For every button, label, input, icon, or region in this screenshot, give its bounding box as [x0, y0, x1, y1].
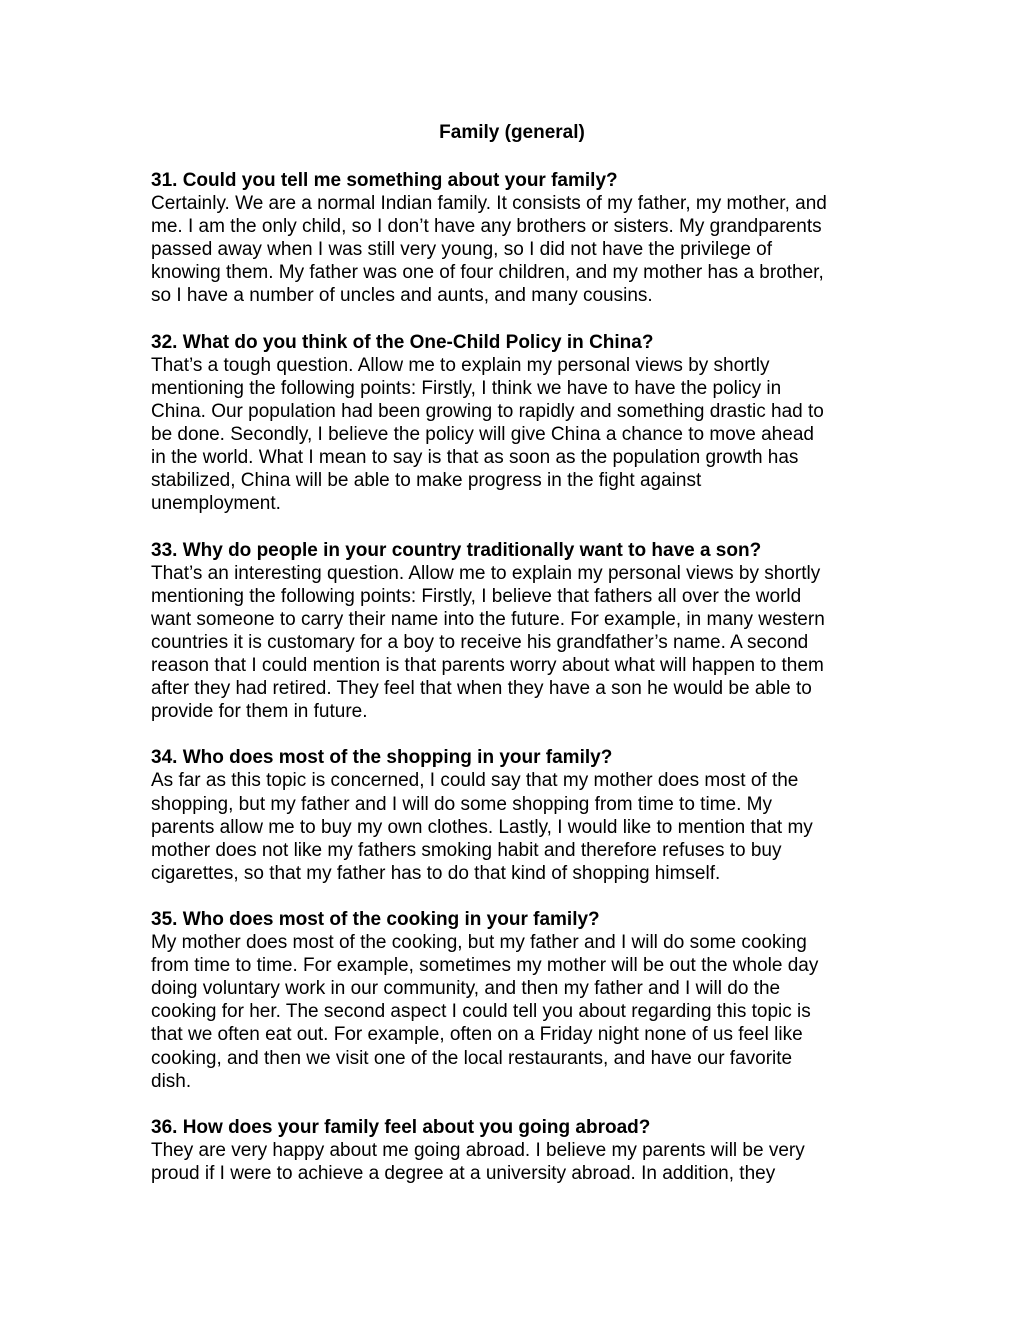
answer-line: proud if I were to achieve a degree at a university abroad. In addition, they — [151, 1163, 776, 1185]
answer-line: That’s a tough question. Allow me to explain my personal views by shortly — [151, 354, 770, 376]
question-heading: 31. Could you tell me something about your family? — [151, 170, 618, 191]
question-heading: 36. How does your family feel about you going abroad? — [151, 1116, 651, 1138]
answer-line: so I have a number of uncles and aunts, and many cousins. — [151, 285, 653, 307]
qa-section — [151, 908, 891, 1093]
question-heading: 34. Who does most of the shopping in your family? — [151, 747, 613, 769]
answer-line: want someone to carry their name into the future. For example, in many western — [151, 608, 825, 630]
question-heading: 32. What do you think of the One-Child Policy in China? — [151, 331, 654, 353]
answer-paragraph — [151, 562, 891, 724]
page-title: Family (general) — [439, 122, 585, 143]
answer-line: shopping, but my father and I will do some shopping from time to time. My — [151, 793, 772, 815]
answer-line: after they had retired. They feel that when they have a son he would be able to — [151, 678, 812, 700]
answer-line: As far as this topic is concerned, I could say that my mother does most of the — [151, 770, 799, 792]
answer-line: China. Our population had been growing to rapidly and something drastic had to — [151, 400, 824, 422]
answer-line: Certainly. We are a normal Indian family. It consists of my father, my mother, and — [151, 193, 827, 215]
answer-line: me. I am the only child, so I don’t have any brothers or sisters. My grandparents — [151, 216, 822, 238]
answer-line: doing voluntary work in our community, and then my father and I will do the — [151, 978, 781, 1000]
qa-section — [151, 539, 891, 724]
answer-line: in the world. What I mean to say is that as soon as the population growth has — [151, 447, 799, 469]
answer-line: be done. Secondly, I believe the policy will give China a chance to move ahead — [151, 424, 814, 446]
answer-line: cooking for her. The second aspect I could tell you about regarding this topic is — [151, 1001, 811, 1023]
answer-paragraph — [151, 354, 891, 516]
answer-line: knowing them. My father was one of four children, and my mother has a brother, — [151, 262, 824, 284]
answer-line: reason that I could mention is that parents worry about what will happen to them — [151, 654, 824, 676]
qa-section — [151, 169, 891, 308]
qa-section — [151, 1116, 891, 1185]
answer-line: that we often eat out. For example, often on a Friday night none of us feel like — [151, 1024, 803, 1046]
answer-line: from time to time. For example, sometimes my mother will be out the whole day — [151, 955, 819, 977]
question-heading: 35. Who does most of the cooking in your family? — [151, 909, 600, 930]
answer-line: They are very happy about me going abroad. I believe my parents will be very — [151, 1139, 805, 1161]
qa-section — [151, 331, 891, 516]
answer-paragraph — [151, 192, 891, 307]
answer-line: stabilized, China will be able to make progress in the fight against — [151, 470, 702, 492]
answer-line: My mother does most of the cooking, but my father and I will do some cooking — [151, 932, 807, 954]
answer-line: passed away when I was still very young, so I did not have the privilege of — [151, 239, 773, 261]
answer-paragraph — [151, 1139, 891, 1185]
answer-line: That’s an interesting question. Allow me to explain my personal views by shortly — [151, 562, 821, 584]
answer-paragraph — [151, 931, 891, 1093]
answer-line: dish. — [151, 1070, 192, 1092]
document-body — [151, 169, 891, 1208]
answer-line: countries it is customary for a boy to receive his grandfather’s name. A second — [151, 631, 809, 653]
answer-line: cooking, and then we visit one of the local restaurants, and have our favorite — [151, 1047, 793, 1069]
answer-line: mentioning the following points: Firstly, I think we have to have the policy in — [151, 377, 782, 399]
answer-line: cigarettes, so that my father has to do that kind of shopping himself. — [151, 862, 721, 884]
answer-paragraph — [151, 769, 891, 884]
answer-line: parents allow me to buy my own clothes. Lastly, I would like to mention that my — [151, 816, 813, 838]
question-heading: 33. Why do people in your country traditionally want to have a son? — [151, 539, 762, 561]
answer-line: mother does not like my fathers smoking habit and therefore refuses to buy — [151, 839, 782, 861]
answer-line: provide for them in future. — [151, 701, 368, 723]
qa-section — [151, 746, 891, 885]
answer-line: mentioning the following points: Firstly, I believe that fathers all over the world — [151, 585, 802, 607]
answer-line: unemployment. — [151, 493, 281, 515]
